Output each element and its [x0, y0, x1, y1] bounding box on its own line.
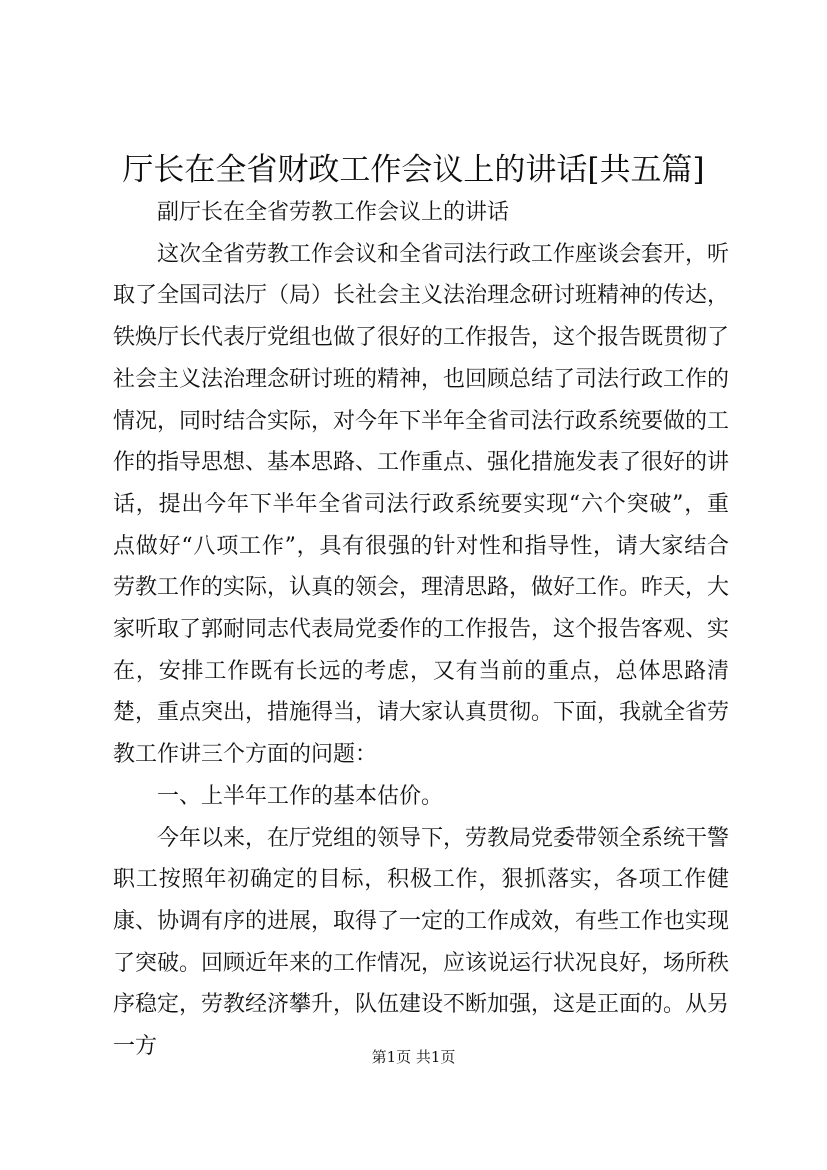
body-paragraph: 今年以来，在厅党组的领导下，劳教局党委带领全系统干警职工按照年初确定的目标，积极工作，狠抓落实，各项工作健康、协调有序的进展，取得了一定的工作成效，有些工作也实现了突破。回顾近年来的工作情况，应该说运行状况良好，场所秩序稳定，劳教经济攀升，队伍建设不断加强，这是正面的。从另一方 — [113, 825, 730, 1060]
section-heading: 一、上半年工作的基本估价。 — [157, 783, 444, 809]
page-footer: 第1页 共1页 — [371, 1048, 456, 1066]
document-title: 厅长在全省财政工作会议上的讲话[共五篇] — [122, 152, 705, 188]
body-paragraph: 这次全省劳教工作会议和全省司法行政工作座谈会套开，听取了全国司法厅（局）长社会主义法治理念研讨班精神的传达，铁焕厅长代表厅党组也做了很好的工作报告，这个报告既贯彻了社会主义法治理念研讨班的精神，也回顾总结了司法行政工作的情况，同时结合实际，对今年下半年全省司法行政系统要做的工作的指导思想、基本思路、工作重点、强化措施发表了很好的讲话，提出今年下半年全省司法行政系统要实现“六个突破”，重点做好“八项工作”，具有很强的针对性和指导性，请大家结合劳教工作的实际，认真的领会，理清思路，做好工作。昨天，大家听取了郭耐同志代表局党委作的工作报告，这个报告客观、实在，安排工作既有长远的考虑，又有当前的重点，总体思路清楚，重点突出，措施得当，请大家认真贯彻。下面，我就全省劳教工作讲三个方面的问题： — [113, 241, 730, 768]
document-body — [113, 192, 729, 1068]
subtitle-paragraph: 副厅长在全省劳教工作会议上的讲话 — [157, 200, 510, 225]
